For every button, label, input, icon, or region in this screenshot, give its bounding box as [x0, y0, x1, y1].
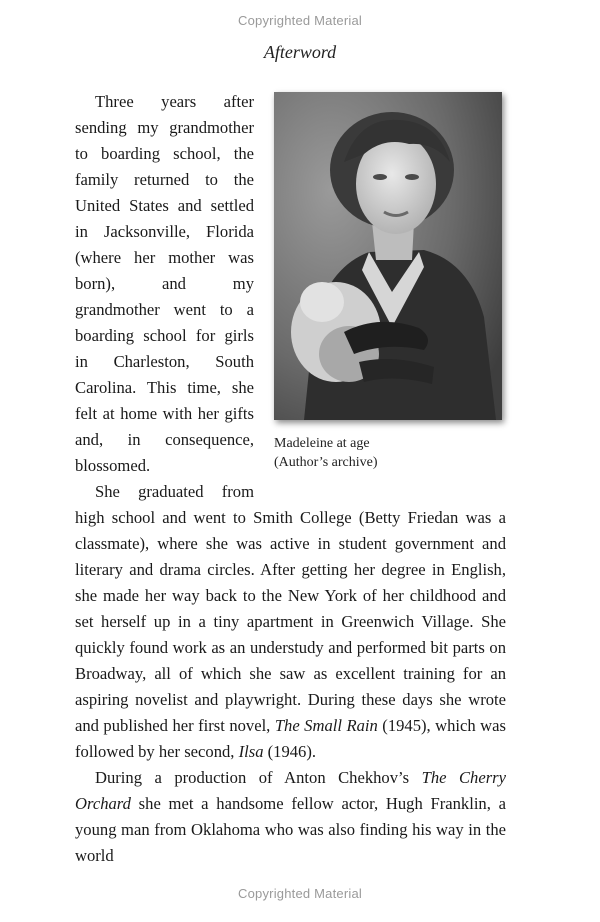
- running-head: Afterword: [263, 42, 337, 62]
- paragraph-2-text: She graduated from high school and went to Smith College (Betty Friedan was a classmate), where she was active in student government and literary and drama circles. After getting her degree in English, she made her way back to the New York of her childhood and set herself up in a tiny apartment in Greenwich Village. She quickly found work as an understudy and performed bit parts on Broadway, all of which she saw as excellent training for an aspiring novelist and playwright. During these days she wrote and published her first novel,: [75, 482, 506, 735]
- book-title-small-rain: The Small Rain: [274, 716, 378, 735]
- portrait-photo: [274, 92, 502, 420]
- paragraph-2-end: (1946).: [263, 742, 317, 761]
- figure: [274, 92, 506, 482]
- play-title-cherry-orchard: The Cherry Orchard: [75, 768, 506, 813]
- paragraph-2: [75, 479, 506, 765]
- paragraph-1-text: Three years after sending my grandmother to boarding school, the family returned to the United States and settled in Jacksonville, Florida (where her mother was born), and my grandmother went to a boarding school for girls in Charleston, South Carolina. This time, she felt at home with her gifts and, in consequence, blossomed.: [75, 92, 254, 475]
- paragraph-3-start: During a production of Anton Chekhov’s: [95, 768, 422, 787]
- book-title-ilsa: Ilsa: [238, 742, 264, 761]
- paragraph-3: [75, 765, 506, 869]
- paragraph-2-mid: (1945), which was followed by her second,: [75, 716, 506, 761]
- paragraph-3-end: she met a handsome fellow actor, Hugh Franklin, a young man from Oklahoma who was also finding his way in the world: [75, 794, 506, 865]
- caption-line-2: (Author’s archive): [274, 455, 378, 470]
- copyright-watermark-top: Copyrighted Material: [238, 13, 362, 28]
- body-text: [75, 89, 506, 869]
- copyright-watermark-bottom: Copyrighted Material: [238, 886, 362, 901]
- portrait-image: [274, 92, 502, 420]
- figure-caption: [274, 434, 506, 472]
- caption-line-1: Madeleine at age: [274, 436, 370, 451]
